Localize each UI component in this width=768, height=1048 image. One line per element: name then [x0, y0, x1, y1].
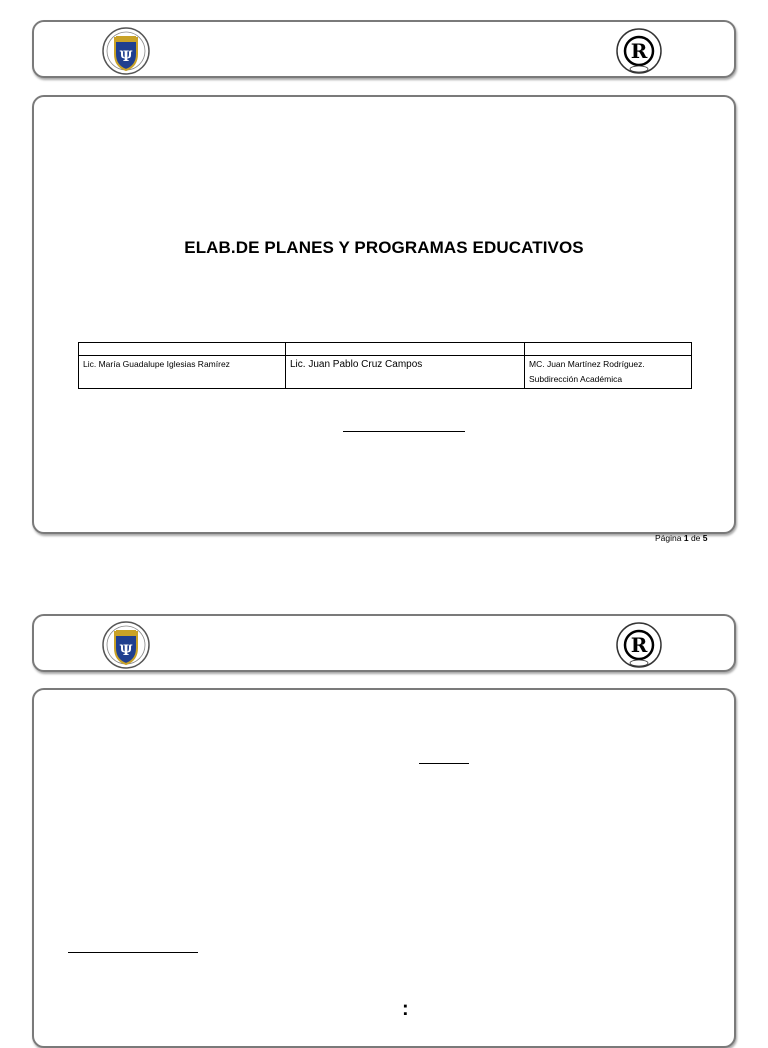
page-label: Página [655, 533, 682, 543]
signature-cell-2 [286, 356, 525, 389]
underline-rule [419, 763, 469, 764]
svg-text:Ψ: Ψ [119, 643, 133, 659]
signature-cell-1 [79, 356, 286, 389]
page-of: de [690, 533, 701, 543]
document-title: ELAB.DE PLANES Y PROGRAMAS EDUCATIVOS [184, 238, 584, 257]
signature-cell-3 [525, 356, 692, 389]
page2-header [32, 614, 736, 672]
signature-blank-cell [525, 343, 692, 356]
signer-role: Subdirección Académica [529, 374, 623, 384]
page-total: 5 [702, 533, 708, 543]
svg-text:R: R [630, 39, 648, 63]
svg-text:Ψ: Ψ [119, 49, 133, 65]
page-current: 1 [683, 533, 689, 543]
page2-body [32, 688, 736, 1048]
signer-name: Lic. María Guadalupe Iglesias Ramírez [83, 359, 230, 369]
colon-mark: : [402, 998, 409, 1020]
signature-table [78, 342, 692, 389]
institution-seal-icon [98, 620, 154, 670]
signature-blank-row [79, 343, 692, 356]
quality-registered-icon [611, 620, 667, 670]
signature-names-row [79, 356, 692, 389]
institution-seal-icon [98, 26, 154, 76]
page1-body [32, 95, 736, 534]
svg-text:R: R [630, 633, 648, 657]
signer-name: Lic. Juan Pablo Cruz Campos [290, 359, 423, 370]
page1-header [32, 20, 736, 78]
signature-blank-cell [79, 343, 286, 356]
signature-blank-cell [286, 343, 525, 356]
quality-registered-icon [611, 26, 667, 76]
signer-name: MC. Juan Martínez Rodríguez. [529, 359, 645, 369]
underline-rule [343, 431, 465, 432]
underline-rule [68, 952, 198, 953]
page-number [655, 533, 708, 543]
